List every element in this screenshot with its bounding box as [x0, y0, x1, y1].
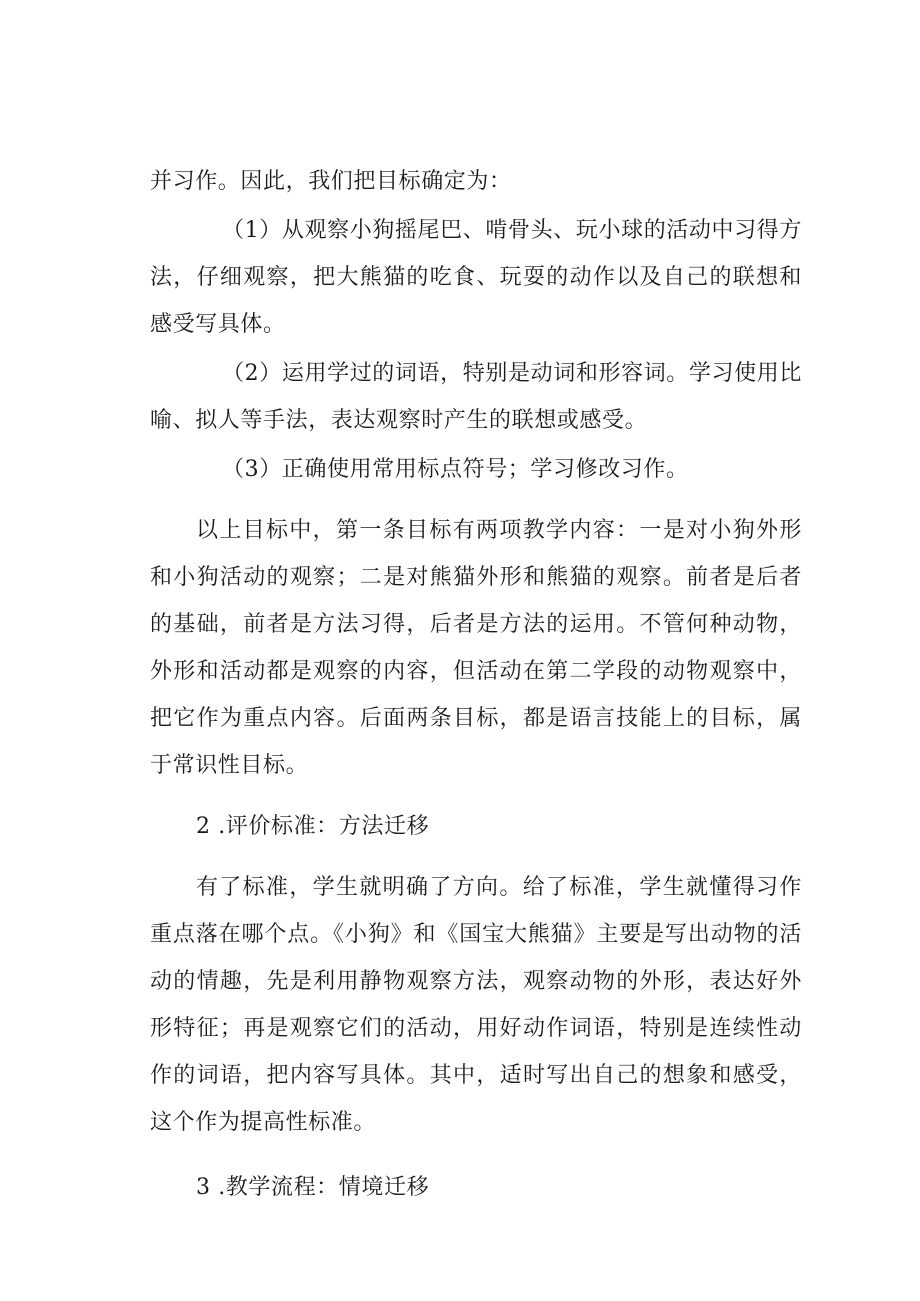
analysis-paragraph: 以上目标中，第一条目标有两项教学内容：一是对小狗外形和小狗活动的观察；二是对熊猫外形和熊猫的观察。前者是后者的基础，前者是方法习得，后者是方法的运用。不管何种动物，外形和活动都是观察的内容，但活动在第二学段的动物观察中，把它作为重点内容。后面两条目标，都是语言技能上的目标，属于常识性目标。: [150, 518, 802, 778]
intro-line: 并习作。因此，我们把目标确定为：: [150, 169, 512, 194]
goal-item-1: （1）从观察小狗摇尾巴、啃骨头、玩小球的活动中习得方法，仔细观察，把大熊猫的吃食、玩耍的动作以及自己的联想和感受写具体。: [150, 218, 802, 337]
section-2-paragraph: 有了标准，学生就明确了方向。给了标准，学生就懂得习作重点落在哪个点。《小狗》和《国宝大熊猫》主要是写出动物的活动的情趣，先是利用静物观察方法，观察动物的外形，表达好外形特征；再是观察它们的活动，用好动作词语，特别是连续性动作的词语，把内容写具体。其中，适时写出自己的想象和感受，这个作为提高性标准。: [150, 875, 802, 1135]
section-3-heading: 3 .教学流程：情境迁移: [196, 1175, 430, 1200]
section-2-heading: 2 .评价标准：方法迁移: [196, 814, 430, 839]
document-page: [150, 158, 802, 1211]
goal-item-2: （2）运用学过的词语，特别是动词和形容词。学习使用比喻、拟人等手法，表达观察时产生的联想或感受。: [150, 361, 802, 433]
goal-item-3: （3）正确使用常用标点符号；学习修改习作。: [222, 457, 689, 482]
